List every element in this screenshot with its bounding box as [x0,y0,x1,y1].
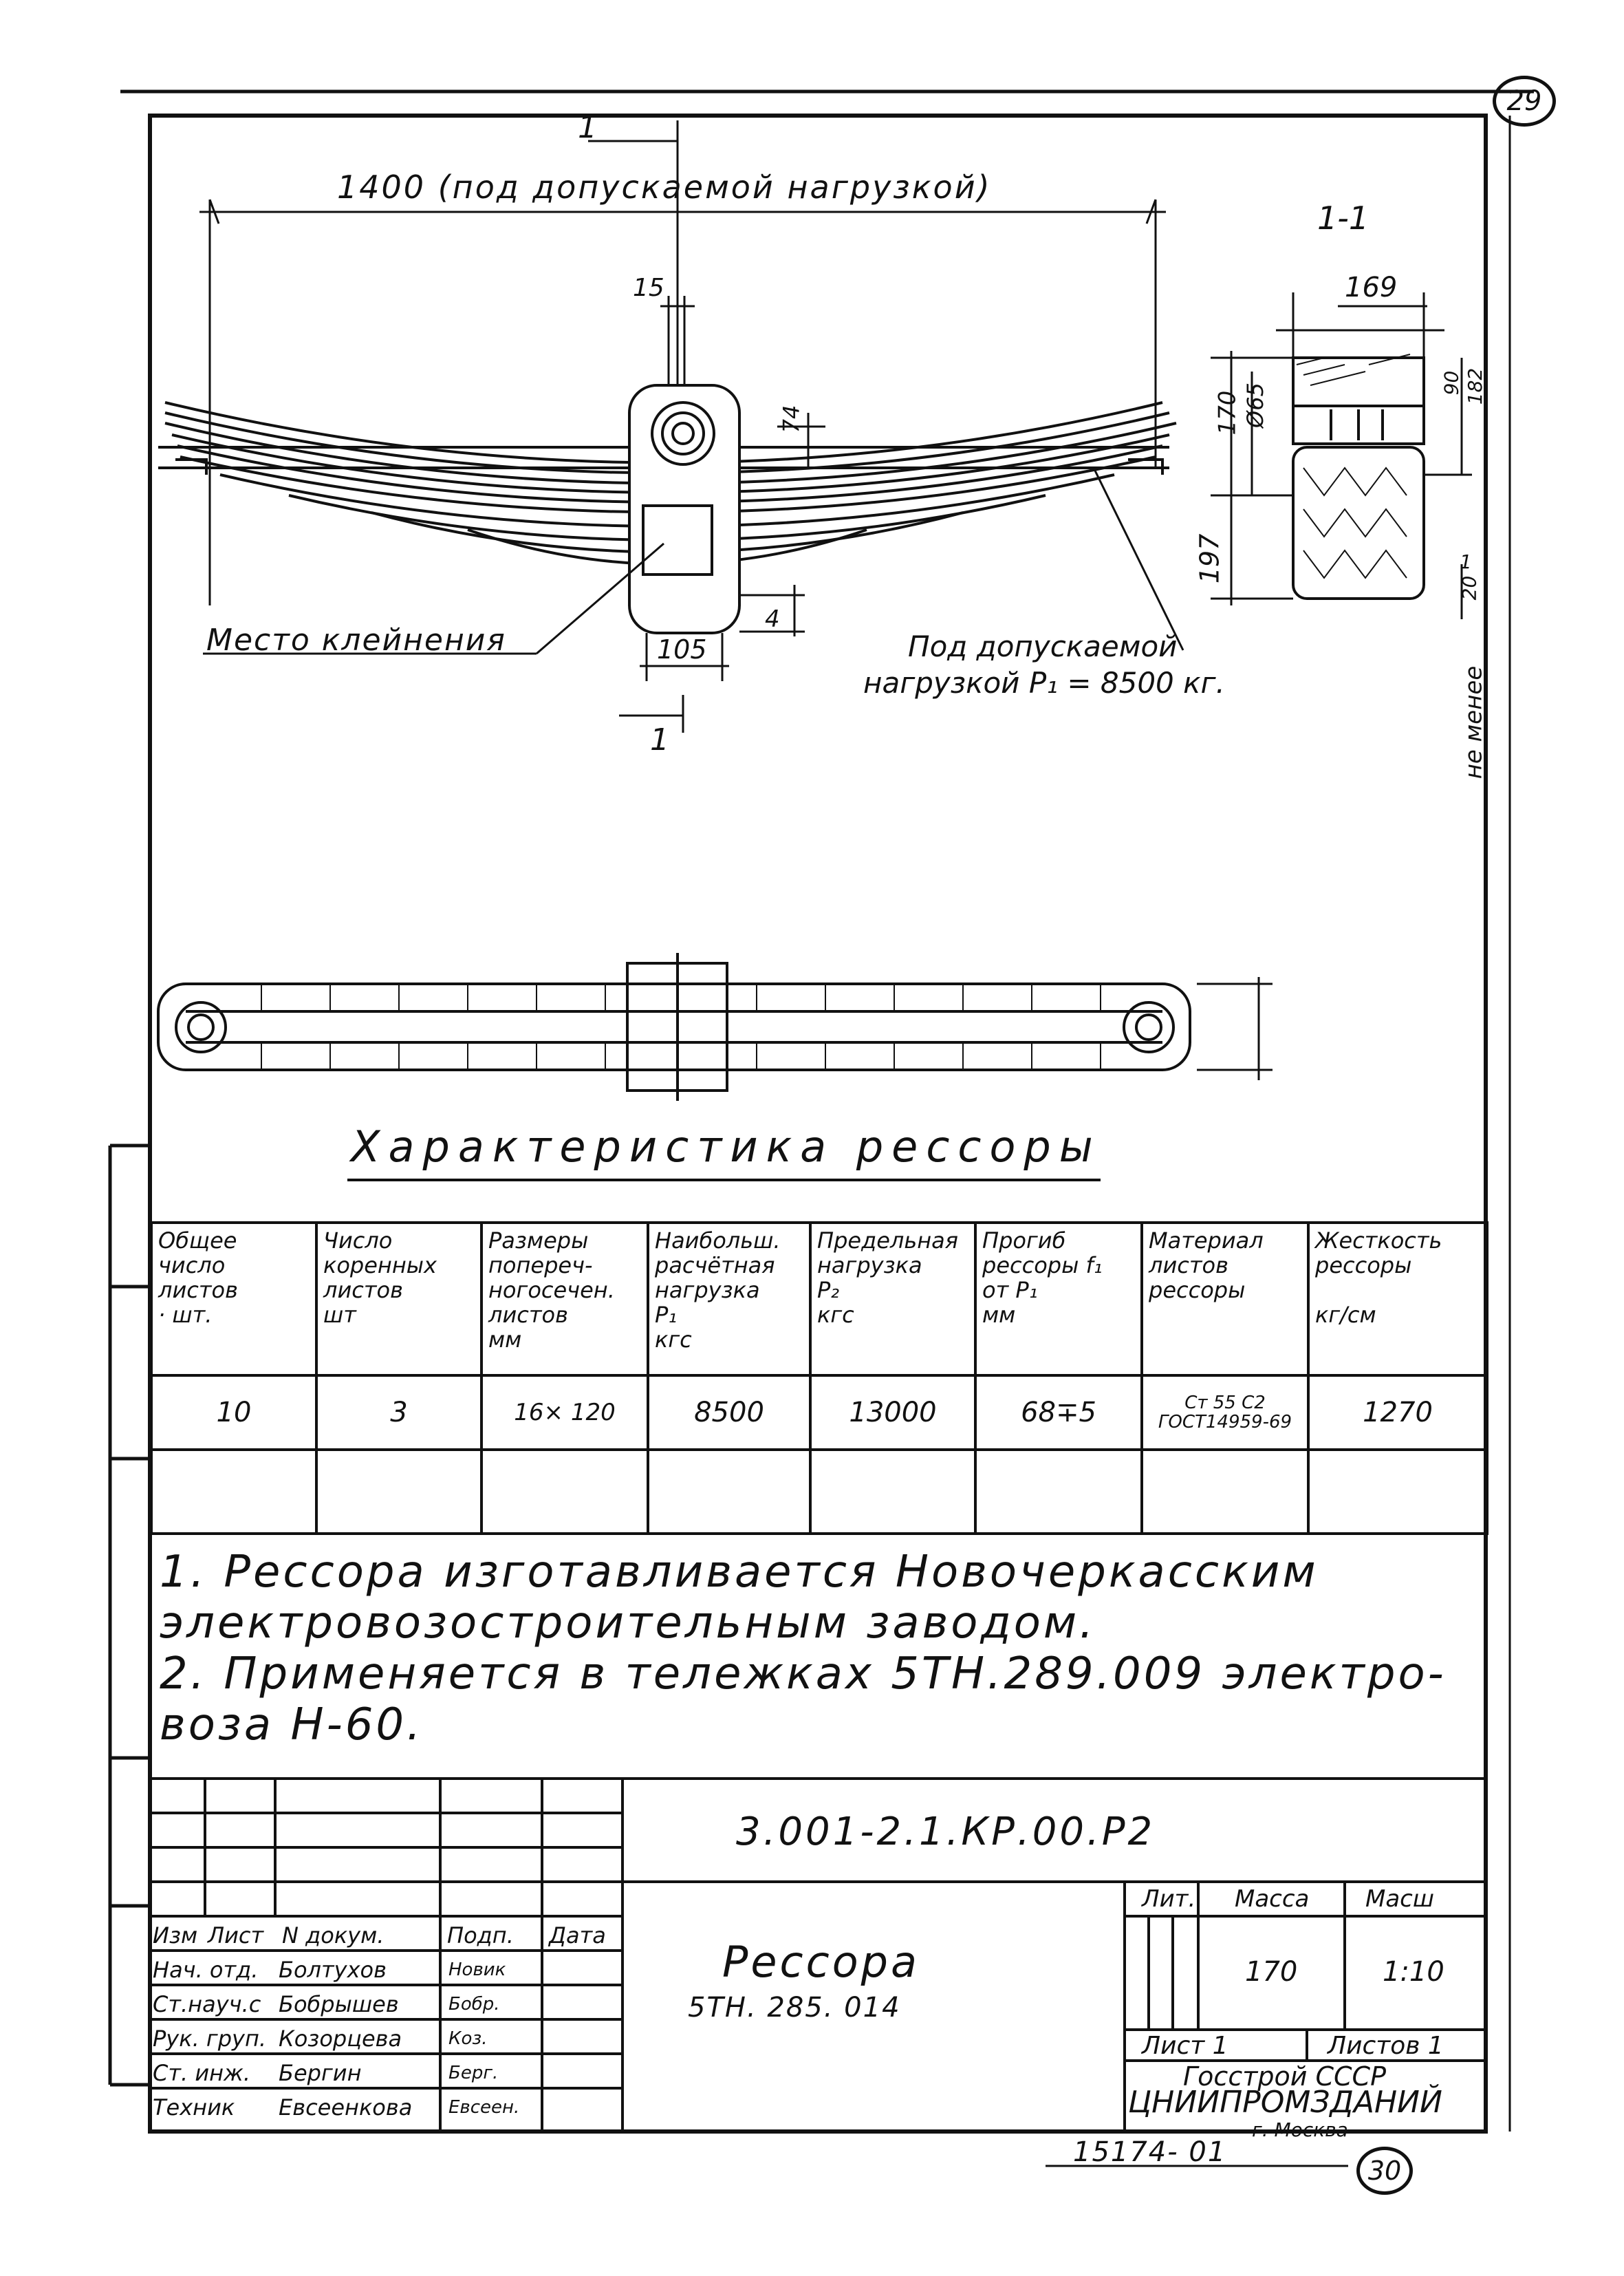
name-head-dept: Болтухов [279,1957,387,1983]
dim-182: 182 [1464,367,1487,405]
cell-root-leaves: 3 [316,1375,481,1450]
archive-number: 15174- 01 [1073,2136,1227,2168]
header-limit-load: Предельная нагрузка P₂ кгс [810,1223,975,1375]
table-row-empty [151,1450,1487,1534]
sheet-label: Лист 1 [1142,2032,1228,2060]
dim-15: 15 [633,274,664,302]
cell-material [1142,1375,1308,1450]
cell-material-grade: Ст 55 С2 [1184,1393,1266,1413]
sheets-label: Листов 1 [1328,2032,1444,2060]
dim-20: 20 [1458,575,1481,601]
table-header-row [151,1223,1487,1375]
dim-1b: 1 [1460,550,1472,573]
mass-label: Масса [1235,1885,1310,1913]
not-less-label: не менее [1460,665,1488,780]
dim-169: 169 [1345,272,1398,303]
role-senior-researcher: Ст.науч.с [153,1991,261,2017]
header-stiffness: Жесткость рессоры кг/см [1308,1223,1487,1375]
name-technician: Евсеенкова [279,2094,413,2121]
dim-170: 170 [1213,390,1242,436]
col-header-change: Изм [153,1922,198,1948]
org-line-2: ЦНИИПРОМЗДАНИЙ [1128,2085,1442,2120]
characteristics-title: Характеристика рессоры [351,1121,1101,1172]
scale-label: Масш [1365,1885,1434,1913]
name-group-lead: Козорцева [279,2026,402,2052]
glue-place-label: Место клейнения [206,623,506,658]
dim-105: 105 [657,634,707,665]
cell-total-leaves: 10 [151,1375,316,1450]
col-header-doc-number: N докум. [282,1922,385,1948]
header-total-leaves: Общее число листов · шт. [151,1223,316,1375]
org-line-1: Госстрой СССР [1183,2061,1387,2092]
section-label: 1-1 [1317,200,1369,237]
name-senior-researcher: Бобрышев [279,1991,399,2017]
header-root-leaves: Число коренных листов шт [316,1223,481,1375]
length-dimension: 1400 (под допускаемой нагрузкой) [337,169,992,206]
part-name: Рессора [722,1937,920,1987]
section-view [1211,292,1472,619]
signature-2: Бобр. [448,1994,500,2015]
dim-197: 197 [1194,533,1225,584]
header-max-load: Наибольш. расчётная нагрузка P₁ кгс [648,1223,810,1375]
notes [160,1547,1466,1750]
header-section-size: Размеры попереч- ногосечен. листов мм [481,1223,648,1375]
page-number-top-stamp [1493,76,1556,127]
section-mark-top: 1 [578,110,597,145]
role-head-dept: Нач. отд. [153,1957,259,1983]
signature-5: Евсеен. [448,2097,520,2118]
table-row [151,1375,1487,1450]
role-group-lead: Рук. груп. [153,2026,267,2052]
scale-value: 1:10 [1383,1956,1444,1988]
header-material: Материал листов рессоры [1142,1223,1308,1375]
spring-elevation [158,385,1176,633]
dim-4: 4 [765,605,780,633]
col-header-signature: Подп. [447,1922,514,1948]
dim-74: 74 [778,405,805,433]
load-note-line-2: нагрузкой P₁ = 8500 кг. [863,666,1225,700]
cell-stiffness: 1270 [1308,1375,1487,1450]
page-number-bottom-stamp [1356,2147,1413,2195]
doc-code: 3.001-2.1.КР.00.Р2 [736,1810,1156,1854]
cell-section-size: 16× 120 [481,1375,648,1450]
cell-deflection: 68∓5 [975,1375,1142,1450]
role-senior-engineer: Ст. инж. [153,2060,251,2086]
load-note-line-1: Под допускаемой [908,630,1178,663]
page-number-bottom: 30 [1367,2156,1402,2186]
lit-label: Лит. [1142,1885,1196,1913]
cell-limit-load: 13000 [810,1375,975,1450]
characteristics-table [150,1221,1488,1535]
cell-max-load: 8500 [648,1375,810,1450]
role-technician: Техник [153,2094,235,2121]
name-senior-engineer: Бергин [279,2060,362,2086]
col-header-date: Дата [549,1922,606,1948]
note-1: 1. Рессора изготавливается Новочеркасским электровозостроительным заводом. [160,1547,1319,1649]
spring-plan-view [158,953,1273,1101]
signature-1: Новик [448,1960,506,1980]
signature-3: Коз. [448,2028,488,2049]
cell-material-standard: ГОСТ14959-69 [1158,1412,1292,1432]
dim-90: 90 [1440,370,1463,396]
org-line-3: г. Москва [1252,2118,1348,2141]
mass-value: 170 [1245,1956,1298,1988]
header-deflection: Прогиб рессоры f₁ от P₁ мм [975,1223,1142,1375]
section-mark-bottom: 1 [650,722,669,758]
dim-diameter-65: Ø65 [1242,383,1268,428]
note-2: 2. Применяется в тележках 5ТН.289.009 электро- воза Н-60. [160,1649,1447,1750]
signature-4: Берг. [448,2063,499,2083]
page-number-top: 29 [1506,85,1542,117]
col-header-sheet: Лист [208,1922,264,1948]
part-code: 5ТН. 285. 014 [688,1992,901,2023]
